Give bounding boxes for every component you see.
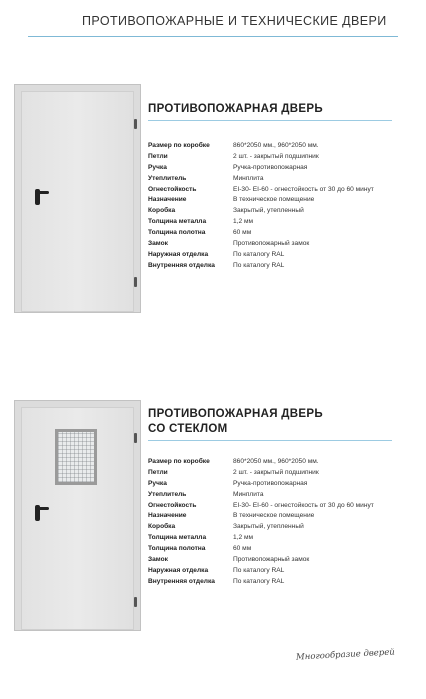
spec-label: Назначение <box>148 196 187 204</box>
spec-value: 60 мм <box>233 545 252 553</box>
product-title: ПРОТИВОПОЖАРНАЯ ДВЕРЬ СО СТЕКЛОМ <box>148 408 323 435</box>
spec-label: Назначение <box>148 512 187 520</box>
spec-value: Ручка-противопожарная <box>233 479 308 487</box>
spec-row <box>148 489 418 500</box>
spec-value: EI-30- EI-60 - огнестойкость от 30 до 60 минут <box>233 185 374 193</box>
spec-value: 2 шт. - закрытый подшипник <box>233 152 319 160</box>
spec-row <box>148 554 418 565</box>
spec-value: Закрытый, утепленный <box>233 523 304 531</box>
spec-label: Размер по коробке <box>148 141 210 149</box>
spec-label: Толщина полотна <box>148 229 206 237</box>
product-title-underline <box>148 440 392 441</box>
spec-label: Утеплитель <box>148 490 187 498</box>
spec-row <box>148 173 418 184</box>
spec-label: Замок <box>148 239 168 247</box>
spec-value: По каталогу RAL <box>233 261 285 269</box>
spec-label: Коробка <box>148 523 176 531</box>
spec-value: Противопожарный замок <box>233 555 310 563</box>
spec-value: По каталогу RAL <box>233 250 285 258</box>
title-underline <box>28 36 398 37</box>
door-hinge-top <box>134 119 137 129</box>
spec-label: Коробка <box>148 207 176 215</box>
spec-value: Противопожарный замок <box>233 239 310 247</box>
spec-row <box>148 238 418 249</box>
spec-value: Минплита <box>233 174 264 182</box>
spec-label: Толщина полотна <box>148 545 206 553</box>
door-lever-icon <box>37 191 49 194</box>
spec-label: Огнестойкость <box>148 501 197 509</box>
spec-label: Утеплитель <box>148 174 187 182</box>
spec-value: EI-30- EI-60 - огнестойкость от 30 до 60 минут <box>233 501 374 509</box>
spec-value: Ручка-противопожарная <box>233 163 308 171</box>
spec-value: Минплита <box>233 490 264 498</box>
product-title: ПРОТИВОПОЖАРНАЯ ДВЕРЬ <box>148 103 323 115</box>
spec-row <box>148 227 418 238</box>
spec-value: 860*2050 мм., 960*2050 мм. <box>233 141 319 149</box>
spec-value: По каталогу RAL <box>233 566 285 574</box>
spec-label: Толщина металла <box>148 218 207 226</box>
door-hinge-top <box>134 433 137 443</box>
spec-row <box>148 194 418 205</box>
fire-door-glass-image <box>14 400 141 631</box>
spec-row <box>148 576 418 587</box>
spec-value: По каталогу RAL <box>233 577 285 585</box>
spec-value: Закрытый, утепленный <box>233 207 304 215</box>
spec-label: Петли <box>148 152 168 160</box>
door-glass-window <box>55 429 97 485</box>
page-title: ПРОТИВОПОЖАРНЫЕ И ТЕХНИЧЕСКИЕ ДВЕРИ <box>82 14 387 28</box>
spec-label: Петли <box>148 468 168 476</box>
spec-row <box>148 151 418 162</box>
spec-value: В техническое помещение <box>233 512 315 520</box>
spec-row <box>148 565 418 576</box>
spec-row <box>148 478 418 489</box>
spec-label: Внутренняя отделка <box>148 577 215 585</box>
spec-row <box>148 456 418 467</box>
spec-row <box>148 216 418 227</box>
spec-label: Толщина металла <box>148 534 207 542</box>
spec-row <box>148 543 418 554</box>
spec-value: 1,2 мм <box>233 534 254 542</box>
spec-value: В техническое помещение <box>233 196 315 204</box>
spec-value: 860*2050 мм., 960*2050 мм. <box>233 457 319 465</box>
fire-door-image <box>14 84 141 313</box>
spec-row <box>148 140 418 151</box>
spec-label: Замок <box>148 555 168 563</box>
spec-value: 1,2 мм <box>233 218 254 226</box>
product-title-underline <box>148 120 392 121</box>
handwritten-signature: Многообразие дверей <box>295 647 396 663</box>
spec-row <box>148 532 418 543</box>
spec-row <box>148 521 418 532</box>
spec-label: Ручка <box>148 479 167 487</box>
door-hinge-bottom <box>134 597 137 607</box>
spec-label: Наружная отделка <box>148 250 209 258</box>
spec-label: Внутренняя отделка <box>148 261 215 269</box>
spec-label: Огнестойкость <box>148 185 197 193</box>
spec-row <box>148 500 418 511</box>
spec-row <box>148 249 418 260</box>
spec-table <box>148 456 418 587</box>
spec-value: 60 мм <box>233 229 252 237</box>
spec-row <box>148 205 418 216</box>
spec-label: Ручка <box>148 163 167 171</box>
spec-label: Наружная отделка <box>148 566 209 574</box>
spec-table <box>148 140 418 271</box>
spec-label: Размер по коробке <box>148 457 210 465</box>
door-hinge-bottom <box>134 277 137 287</box>
spec-row <box>148 510 418 521</box>
door-lever-icon <box>37 507 49 510</box>
spec-value: 2 шт. - закрытый подшипник <box>233 468 319 476</box>
spec-row <box>148 260 418 271</box>
spec-row <box>148 162 418 173</box>
spec-row <box>148 467 418 478</box>
spec-row <box>148 184 418 195</box>
